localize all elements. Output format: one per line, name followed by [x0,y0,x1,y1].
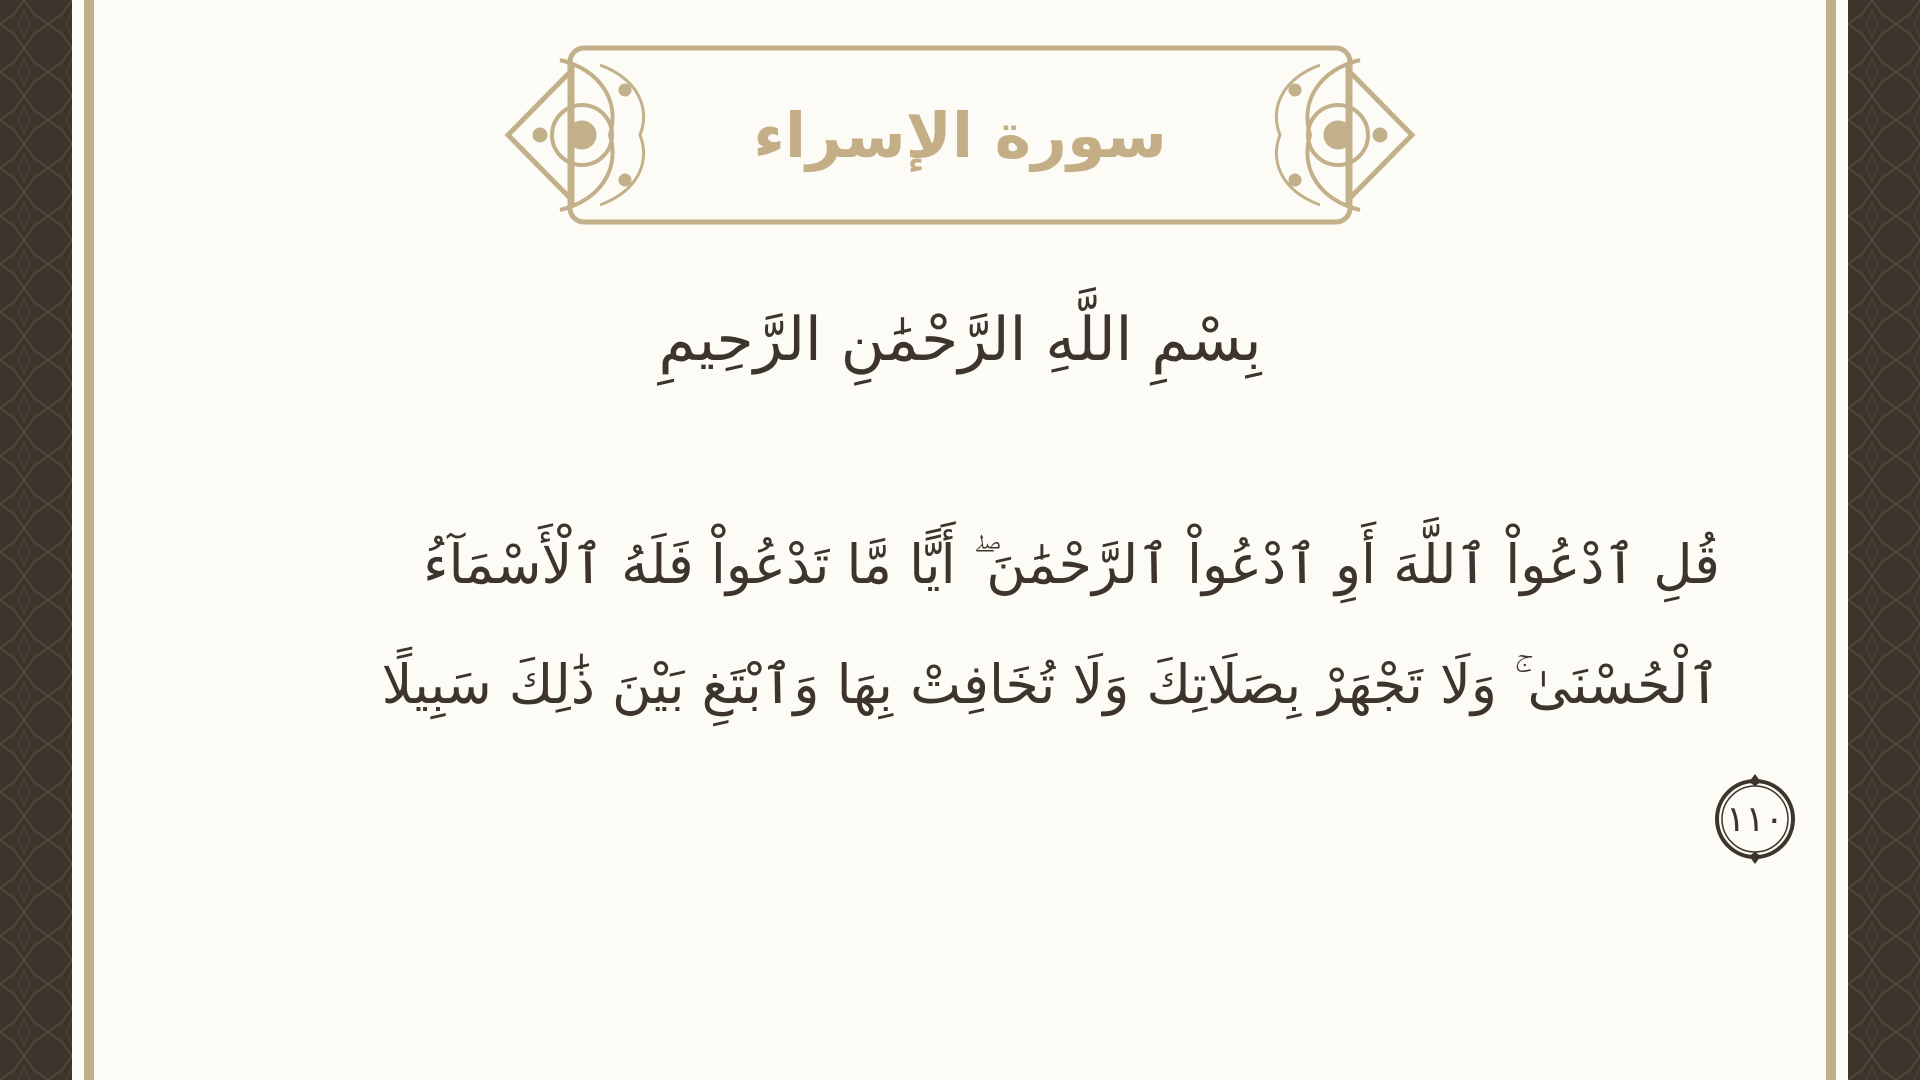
basmala: بِسْمِ اللَّهِ الرَّحْمَٰنِ الرَّحِيمِ [658,305,1262,375]
verse-text [190,505,1720,745]
right-gold-rule [1826,0,1836,1080]
verse-line: قُلِ ٱدْعُواْ ٱللَّهَ أَوِ ٱدْعُواْ ٱلرَّحْمَٰنَ ۖ أَيًّا مَّا تَدْعُواْ فَلَهُ ٱلْأَسْمَآءُ [423,533,1720,596]
surah-title: سورة الإسراء [753,98,1167,172]
left-border-pattern [0,0,72,1080]
ayah-number-marker [1708,772,1802,866]
right-border-pattern [1848,0,1920,1080]
left-gold-rule [84,0,94,1080]
ayah-number: ١١٠ [1726,798,1785,840]
surah-title-cartouche [500,40,1420,230]
verse-line: ٱلْحُسْنَىٰ ۚ وَلَا تَجْهَرْ بِصَلَاتِكَ وَلَا تُخَافِتْ بِهَا وَٱبْتَغِ بَيْنَ ذَٰلِكَ سَبِيلًا [381,653,1720,716]
